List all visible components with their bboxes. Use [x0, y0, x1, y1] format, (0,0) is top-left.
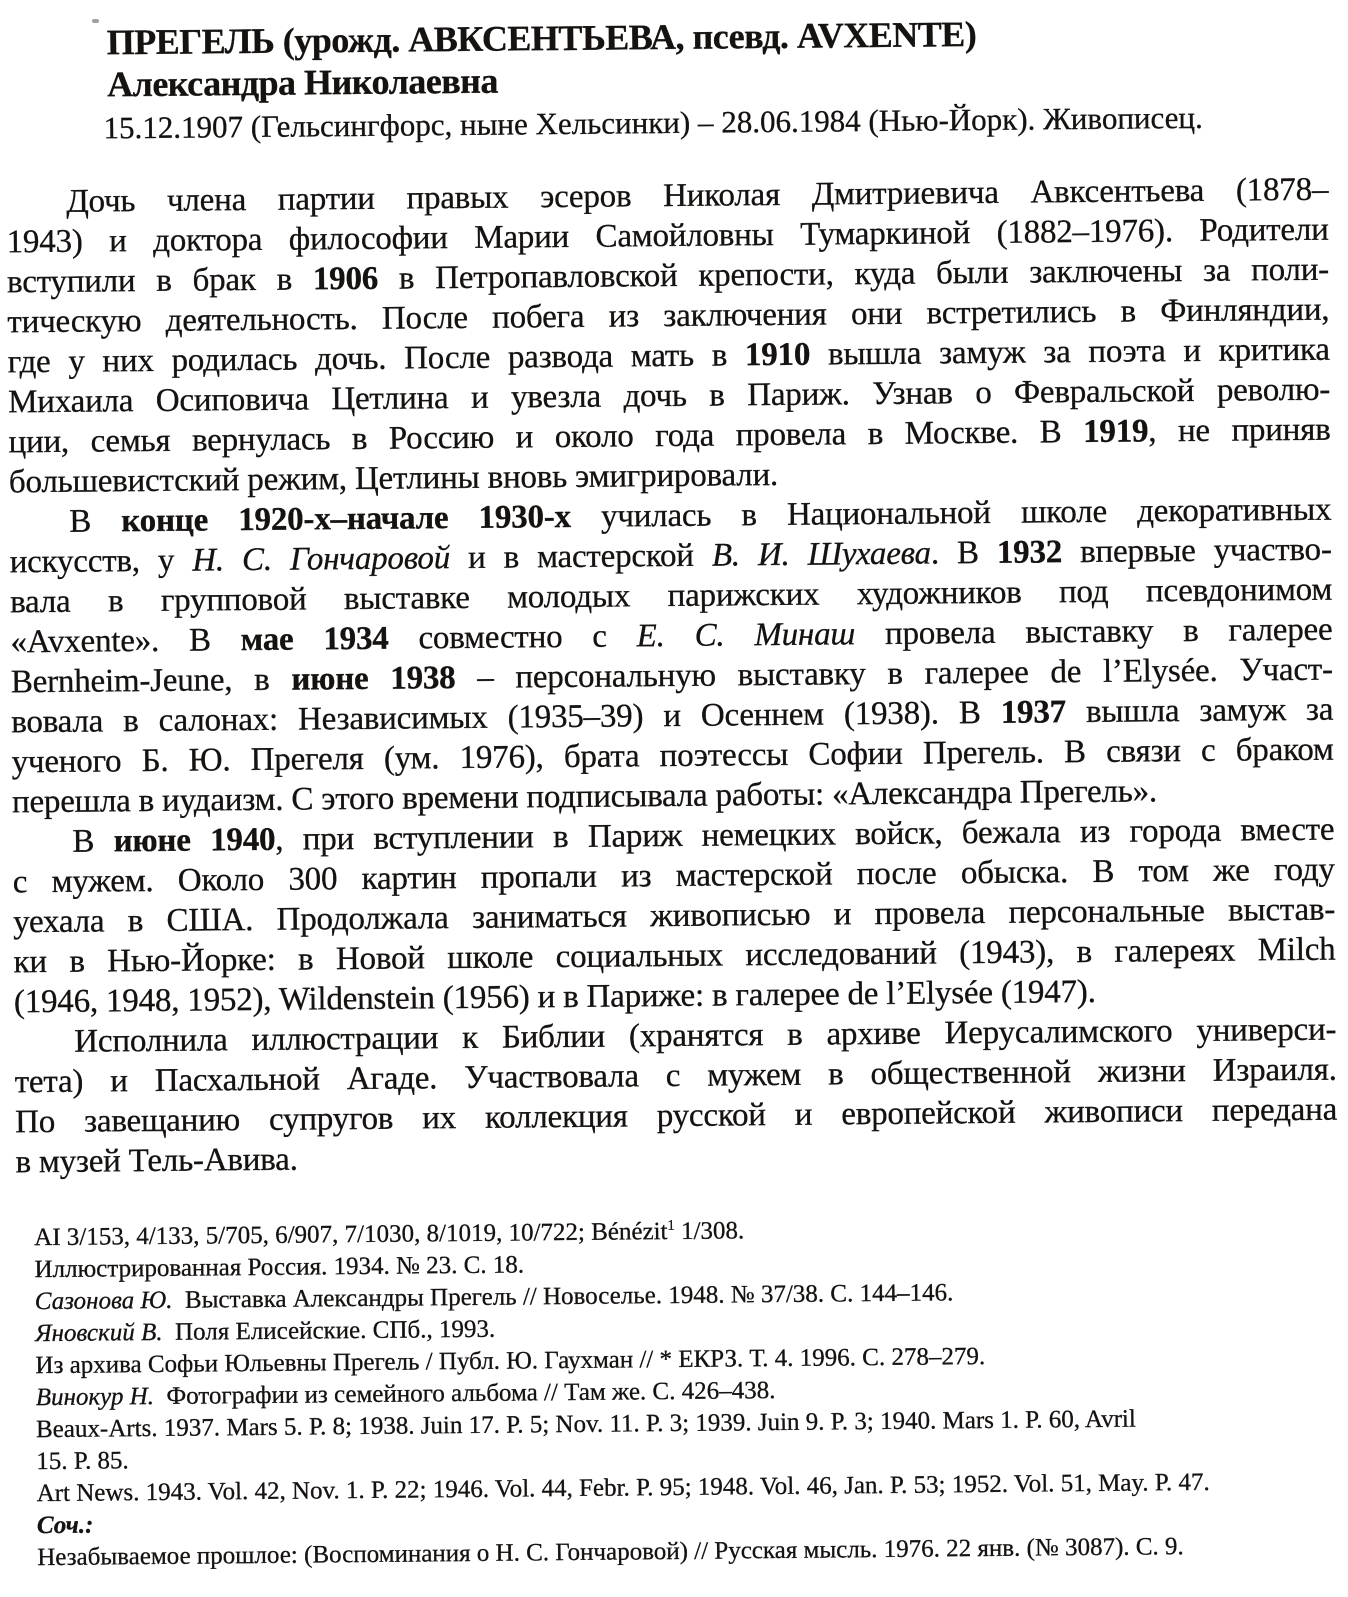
text-segment: По завещанию супругов их коллекция русской и европейской живописи передана [14, 1091, 1338, 1141]
text-segment: (1946, 1948, 1952), Wildenstein (1956) и в Париже: в галерее de l’Elysée (1947). [13, 973, 1096, 1021]
paragraph-family [6, 170, 1331, 503]
text-segment: , не приняв [1148, 411, 1331, 450]
text-segment: Е. С. Минаш [636, 616, 856, 655]
text-segment: совместно с [388, 618, 637, 657]
text-segment: , при вступлении в Париж немецких войск, бежала из города вместе [275, 811, 1335, 858]
text-segment: В [72, 823, 114, 860]
text-segment: 1906 [312, 260, 379, 298]
text-segment: 1 [667, 1217, 675, 1234]
text-segment: в музей Тель-Авива. [15, 1141, 298, 1181]
text-segment: большевистский режим, Цетлины вновь эмигрировали. [8, 456, 779, 501]
paragraph-emigration-usa [12, 810, 1336, 1023]
text-segment: AI 3/153, 4/133, 5/705, 6/907, 7/1030, 8/1019, 10/722; Bénézit [34, 1218, 668, 1252]
text-segment: В [69, 503, 122, 540]
text-segment: Иллюстрированная Россия. 1934. № 23. С. 18. [34, 1251, 525, 1284]
text-segment: Незабываемое прошлое: (Воспоминания о Н. С. Гончаровой) // Русская мысль. 1976. 22 янв. (№ 3087). С. 9. [37, 1533, 1184, 1572]
text-segment: в Петропавловской крепости, куда были заключены за поли- [377, 251, 1330, 297]
text-segment: Яновский В. [35, 1318, 163, 1348]
page-content [5, 10, 1342, 1575]
text-segment: 1/308. [674, 1217, 745, 1246]
text-segment: училась в Национальной школе декоративных [570, 491, 1332, 535]
text-segment: 15. P. 85. [36, 1447, 129, 1476]
paragraph-education-paris [9, 490, 1334, 823]
text-segment: вышла замуж за [1065, 691, 1334, 731]
text-segment: – персональную выставку в галерее de l’Elysée. Участ- [455, 651, 1334, 697]
entry-body [6, 170, 1338, 1183]
text-segment: Винокур Н. [35, 1383, 155, 1412]
text-segment: вовала в салонах: Независимых (1935–39) и Осеннем (1938). В [11, 694, 1001, 741]
text-segment: ученого Б. Ю. Прегеля (ум. 1976), брата поэтессы Софии Прегель. В связи с браком [11, 731, 1334, 781]
text-segment: конце 1920-х–начале 1930-х [121, 498, 572, 540]
text-segment: впервые участво- [1061, 531, 1332, 571]
text-segment: тическую деятельность. После побега из заключения они встретились в Финляндии, [7, 291, 1330, 341]
bibliography-section [34, 1210, 1341, 1575]
text-segment: В. И. Шухаева [711, 535, 932, 574]
text-segment: 1910 [744, 336, 811, 374]
text-segment: Beaux-Arts. 1937. Mars 5. P. 8; 1938. Juin 17. P. 5; Nov. 11. P. 3; 1939. Juin 9. P. 3; 1940. Mars 1. P. 60, Avril [35, 1405, 1136, 1444]
text-segment: ки в Нью-Йорке: в Новой школе социальных исследований (1943), в галереях Milch [13, 931, 1336, 981]
text-segment: Соч.: [36, 1511, 94, 1540]
text-segment: Из архива Софьи Юльевны Прегель / Публ. Ю. Гаухман // * ЕКРЗ. Т. 4. 1996. С. 278–279. [35, 1343, 986, 1380]
text-segment: мае 1934 [240, 620, 389, 659]
text-segment: Bernheim-Jeune, в [10, 661, 292, 701]
text-segment: 1919 [1082, 413, 1149, 451]
text-segment: июне 1940 [113, 821, 276, 860]
text-segment: Исполнила иллюстрации к Библии (хранятся в архиве Иерусалимского универси- [74, 1011, 1337, 1060]
text-segment: где у них родилась дочь. После развода мать в [7, 337, 746, 381]
text-segment: Поля Елисейские. СПб., 1993. [162, 1315, 496, 1346]
entry-dates-line: 15.12.1907 (Гельсингфорс, ныне Хельсинки) – 28.06.1984 (Нью-Йорк). Живописец. [103, 99, 1203, 146]
text-segment: провела выставку в галерее [854, 611, 1333, 653]
text-segment: 1943) и доктора философии Марии Самойловны Тумаркиной (1882–1976). Родители [6, 211, 1329, 261]
text-segment: Art News. 1943. Vol. 42, Nov. 1. P. 22; 1946. Vol. 44, Febr. P. 95; 1948. Vol. 46, Jan. P. 53; 1952. Vol. 51, May. P. 47. [36, 1468, 1210, 1508]
entry-header [5, 10, 1328, 149]
text-segment: июне 1938 [291, 660, 456, 698]
text-segment: «Avxente». В [10, 622, 241, 661]
text-segment: уехала в США. Продолжала заниматься живописью и провела персональные выстав- [13, 891, 1336, 941]
text-segment: Н. С. Гончаровой [192, 540, 451, 579]
text-segment: вышла замуж за поэта и критика [809, 331, 1330, 373]
text-segment: искусств, у [9, 542, 193, 581]
paragraph-legacy [14, 1010, 1337, 1183]
text-segment: вступили в брак в [6, 261, 314, 301]
text-segment: перешла в иудаизм. С этого времени подписывала работы: «Александра Прегель». [11, 773, 1158, 821]
text-segment: Выставка Александры Прегель // Новоселье. 1948. № 37/38. С. 144–146. [172, 1279, 954, 1314]
text-segment: и в мастерской [449, 537, 713, 577]
text-segment: 1937 [1000, 694, 1067, 731]
text-segment: с мужем. Около 300 картин пропали из мастерской после обыска. В том же году [12, 851, 1335, 901]
text-segment: Дочь члена партии правых эсеров Николая Дмитриевича Авксентьева (1878– [66, 171, 1329, 220]
text-segment: . В [930, 534, 998, 572]
entry-title-surname: ПРЕГЕЛЬ (урожд. АВКСЕНТЬЕВА, псевд. AVXENTE) [106, 14, 977, 63]
text-segment: ции, семья вернулась в Россию и около года провела в Москве. В [8, 414, 1084, 461]
text-segment: Михаила Осиповича Цетлина и увезла дочь в Париж. Узнав о Февральской револю- [8, 371, 1331, 421]
text-segment: вала в групповой выставке молодых парижских художников под псевдонимом [9, 571, 1333, 621]
entry-title-firstname: Александра Николаевна [106, 60, 499, 105]
text-segment: Сазонова Ю. [34, 1286, 173, 1316]
text-segment: 1932 [996, 534, 1063, 571]
text-segment: тета) и Пасхальной Агаде. Участвовала с мужем в общественной жизни Израиля. [14, 1051, 1337, 1101]
text-segment: Фотографии из семейного альбома // Там же. С. 426–438. [153, 1377, 776, 1411]
